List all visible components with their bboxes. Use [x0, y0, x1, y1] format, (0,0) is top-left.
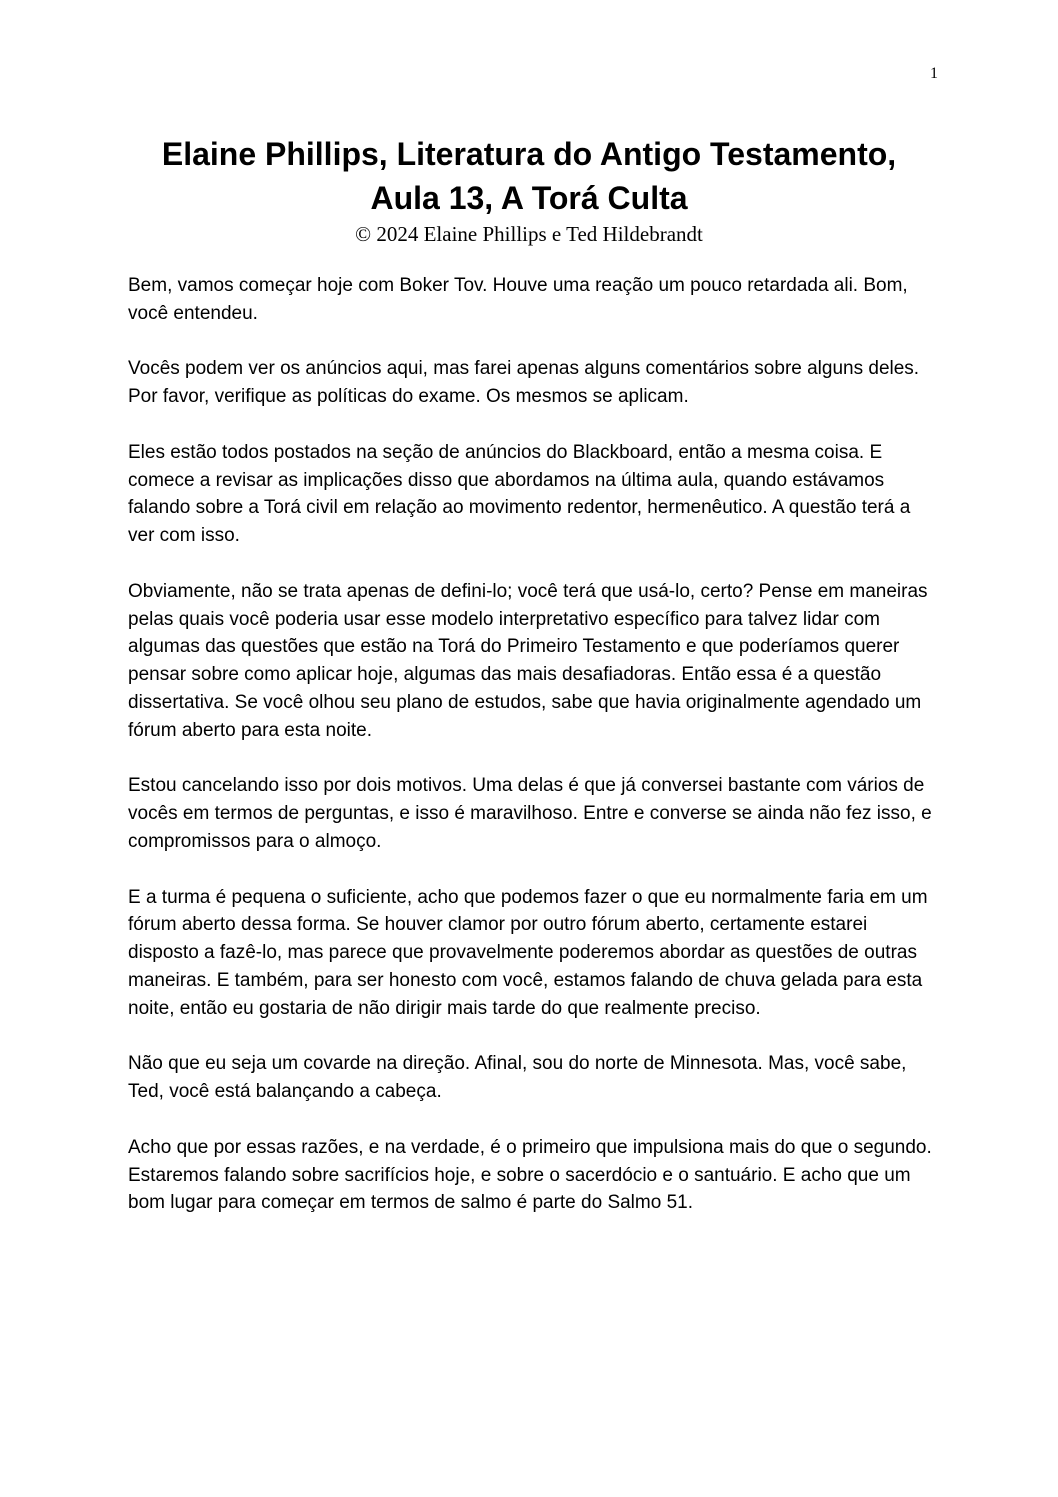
title-line-2: Aula 13, A Torá Culta [370, 180, 688, 216]
copyright-line: © 2024 Elaine Phillips e Ted Hildebrandt [355, 222, 703, 246]
document-body [128, 272, 940, 1245]
paragraph: Não que eu seja um covarde na direção. Afinal, sou do norte de Minnesota. Mas, você sabe, Ted, você está balançando a cabeça. [128, 1053, 907, 1103]
paragraph: Bem, vamos começar hoje com Boker Tov. Houve uma reação um pouco retardada ali. Bom, você entendeu. [128, 275, 908, 324]
title-line-1: Elaine Phillips, Literatura do Antigo Testamento, [161, 136, 897, 172]
page-number: 1 [930, 65, 938, 82]
paragraph: Acho que por essas razões, e na verdade, é o primeiro que impulsiona mais do que o segundo. Estaremos falando sobre sacrifícios hoje, e sobre o sacerdócio e o santuário. E acho que um bom lugar para começar em termos de salmo é parte do Salmo 51. [128, 1136, 932, 1214]
document-title [100, 132, 958, 220]
paragraph: Vocês podem ver os anúncios aqui, mas farei apenas alguns comentários sobre alguns deles. Por favor, verifique as políticas do exame. Os mesmos se aplicam. [128, 358, 920, 408]
paragraph: Eles estão todos postados na seção de anúncios do Blackboard, então a mesma coisa. E comece a revisar as implicações disso que abordamos na última aula, quando estávamos falando sobre a Torá civil em relação ao movimento redentor, hermenêutico. A questão terá a ver com isso. [128, 441, 911, 547]
paragraph: Estou cancelando isso por dois motivos. Uma delas é que já conversei bastante com vários de vocês em termos de perguntas, e isso é maravilhoso. Entre e converse se ainda não fez isso, e compromissos para o almoço. [128, 775, 932, 852]
paragraph: E a turma é pequena o suficiente, acho que podemos fazer o que eu normalmente faria em um fórum aberto dessa forma. Se houver clamor por outro fórum aberto, certamente estarei disposto a fazê-lo, mas parece que provavelmente poderemos abordar as questões de outras maneiras. E também, para ser honesto com você, estamos falando de chuva gelada para esta noite, então eu gostaria de não dirigir mais tarde do que realmente preciso. [128, 886, 928, 1019]
paragraph: Obviamente, não se trata apenas de defini-lo; você terá que usá-lo, certo? Pense em maneiras pelas quais você poderia usar esse modelo interpretativo específico para talvez lidar com algumas das questões que estão na Torá do Primeiro Testamento e que poderíamos querer pensar sobre como aplicar hoje, algumas das mais desafiadoras. Então essa é a questão dissertativa. Se você olhou seu plano de estudos, sabe que havia originalmente agendado um fórum aberto para esta noite. [128, 580, 928, 741]
